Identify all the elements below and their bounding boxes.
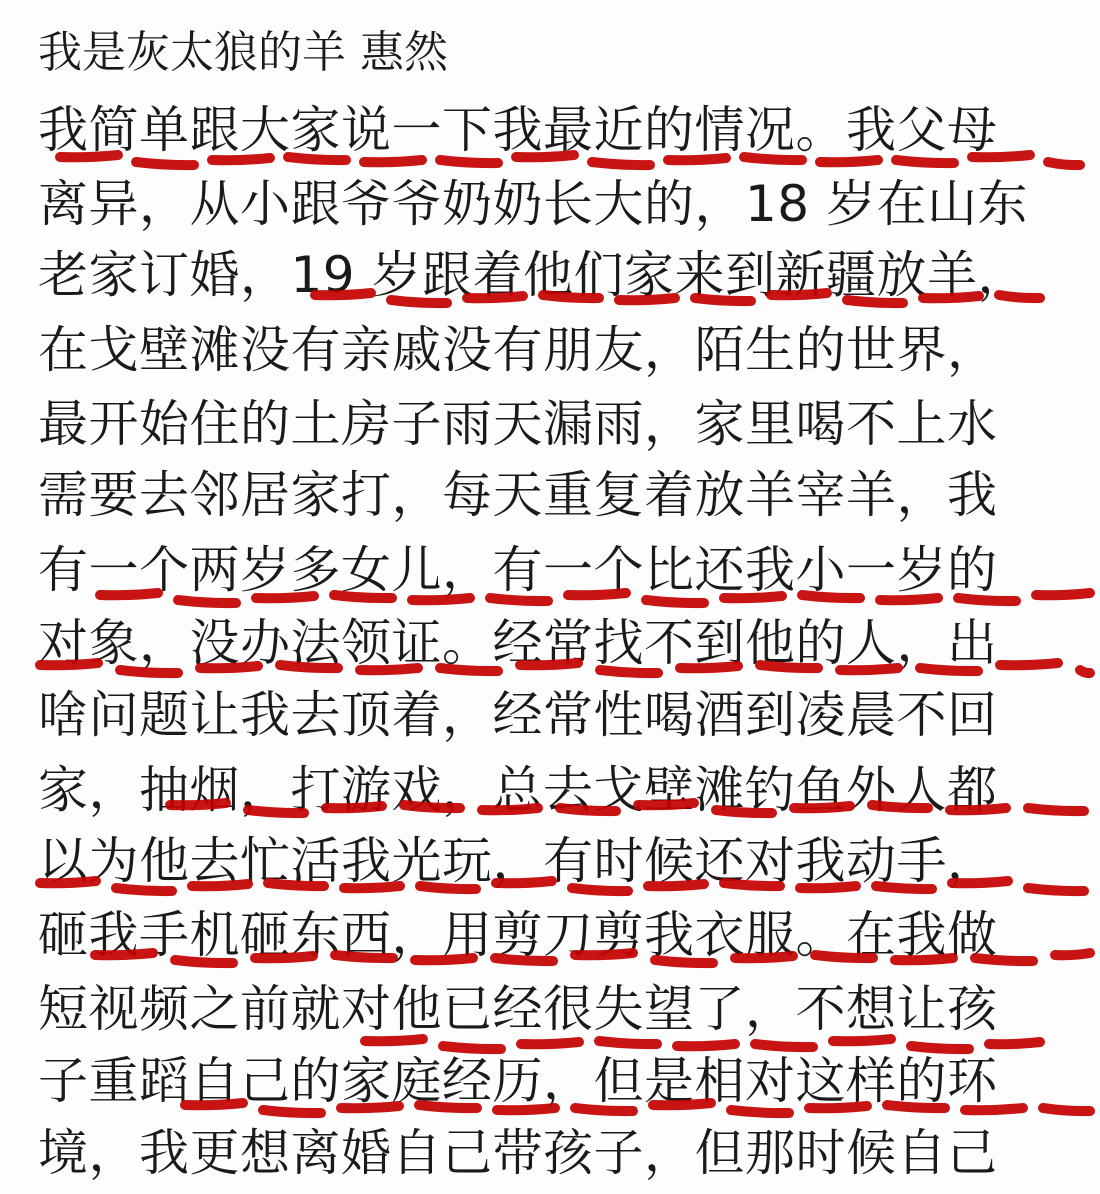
text-line: 在戈壁滩没有亲戚没有朋友，陌生的世界， <box>38 321 998 379</box>
red-dash-mark <box>1055 953 1090 955</box>
text-line: 砸我手机砸东西，用剪刀剪我衣服。在我做 <box>38 906 998 964</box>
post-author: 我是灰太狼的羊 惠然 <box>38 27 448 78</box>
text-line: 啥问题让我去顶着，经常性喝酒到凌晨不回 <box>38 686 998 744</box>
red-dash-mark <box>1000 663 1058 665</box>
text-line: 子重蹈自己的家庭经历，但是相对这样的环 <box>38 1052 998 1110</box>
text-line: 我简单跟大家说一下我最近的情况。我父母 <box>38 101 998 159</box>
red-dash-mark <box>1043 1108 1090 1111</box>
red-dash-mark <box>1036 593 1090 595</box>
red-dash-mark <box>1048 162 1080 165</box>
text-line: 老家订婚，19 岁跟着他们家来到新疆放羊， <box>38 246 1029 304</box>
text-line: 以为他去忙活我光玩，有时候还对我动手， <box>38 832 998 890</box>
text-line: 最开始住的土房子雨天漏雨，家里喝不上水 <box>38 395 998 453</box>
text-line: 家，抽烟，打游戏，总去戈壁滩钓鱼外人都 <box>38 761 998 819</box>
red-dash-mark <box>1080 670 1090 673</box>
text-line: 离异，从小跟爷爷奶奶长大的，18 岁在山东 <box>38 175 1029 233</box>
text-line: 有一个两岁多女儿，有一个比还我小一岁的 <box>38 541 998 599</box>
red-dash-mark <box>1028 888 1084 891</box>
text-line: 需要去邻居家打，每天重复着放羊宰羊，我 <box>38 466 998 524</box>
red-dash-mark <box>1028 808 1084 811</box>
text-line: 短视频之前就对他已经很失望了，不想让孩 <box>38 980 998 1038</box>
text-line: 境，我更想离婚自己带孩子，但那时候自己 <box>38 1124 998 1182</box>
text-line: 对象，没办法领证。经常找不到他的人，出 <box>38 614 998 672</box>
